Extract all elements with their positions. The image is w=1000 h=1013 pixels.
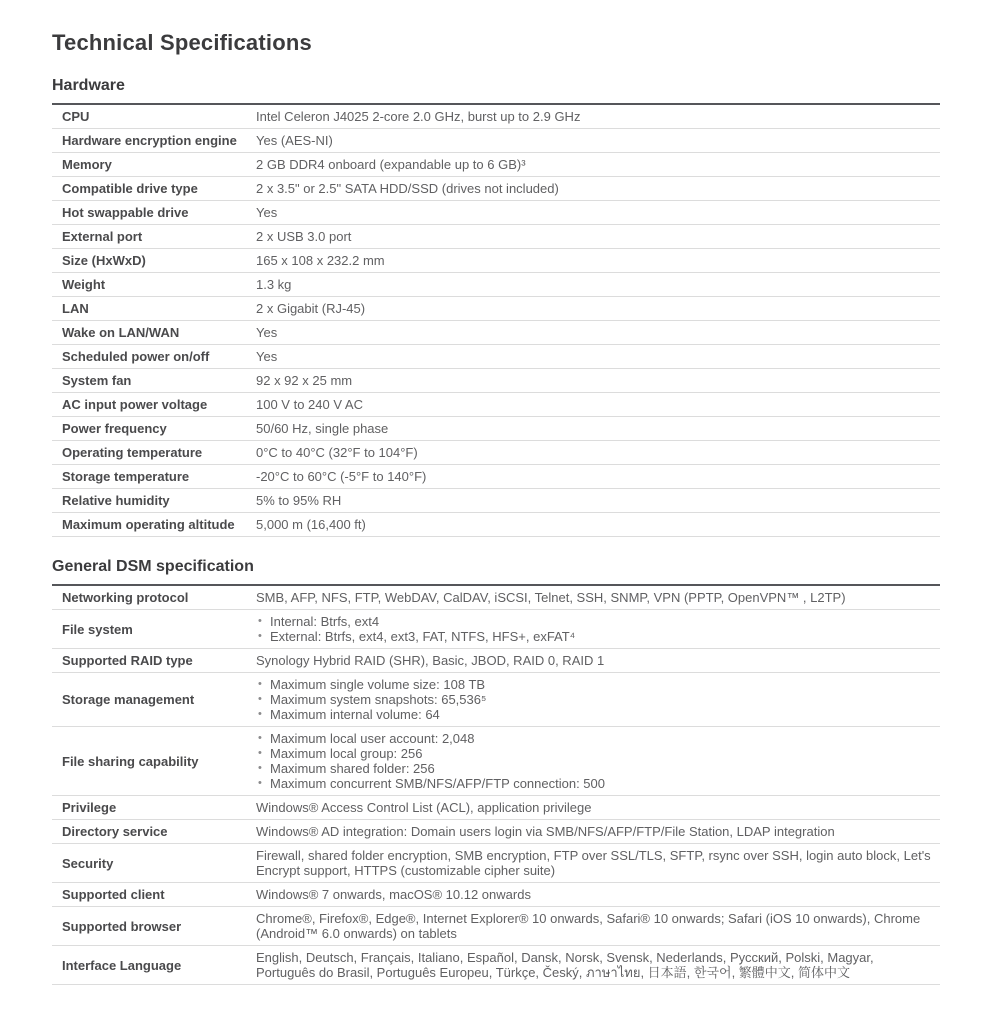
- bullet-item: • Maximum single volume size: 108 TB: [256, 677, 934, 692]
- spec-row-supported-browser: [52, 907, 940, 946]
- spec-label: Scheduled power on/off: [62, 349, 210, 364]
- spec-row-external-port: [52, 225, 940, 249]
- bullet-item: • External: Btrfs, ext4, ext3, FAT, NTFS, HFS+, exFAT⁴: [256, 629, 934, 644]
- spec-row-size: [52, 249, 940, 273]
- spec-value: English, Deutsch, Français, Italiano, Español, Dansk, Norsk, Svensk, Nederlands, Русский, Polski, Magyar, Português do Brasil, Português Europeu, Türkçe, Český, ภาษาไทย, 日本語, 한국어, 繁體中文, 简体中文: [256, 950, 874, 980]
- spec-value: Yes: [256, 325, 278, 340]
- spec-label: Maximum operating altitude: [62, 517, 235, 532]
- spec-label: Memory: [62, 157, 112, 172]
- spec-label: Security: [62, 855, 114, 871]
- spec-row-max-operating-altitude: [52, 513, 940, 537]
- spec-value: 0°C to 40°C (32°F to 104°F): [256, 445, 418, 460]
- spec-value: Yes: [256, 205, 278, 220]
- spec-row-security: [52, 844, 940, 883]
- spec-label: Weight: [62, 277, 106, 292]
- hardware-spec-table: [52, 103, 940, 537]
- bullet-list: [256, 677, 934, 722]
- spec-label: CPU: [62, 109, 90, 124]
- spec-value: 2 x Gigabit (RJ-45): [256, 301, 366, 316]
- spec-label: Storage temperature: [62, 469, 190, 484]
- bullet-item: • Maximum concurrent SMB/NFS/AFP/FTP connection: 500: [256, 776, 934, 791]
- spec-row-operating-temperature: [52, 441, 940, 465]
- spec-row-memory: [52, 153, 940, 177]
- spec-row-supported-raid-type: [52, 649, 940, 673]
- spec-row-hot-swappable-drive: [52, 201, 940, 225]
- spec-value: 92 x 92 x 25 mm: [256, 373, 353, 388]
- bullet-list: [256, 614, 934, 644]
- section-heading-hardware: Hardware: [52, 77, 125, 94]
- spec-value: Yes (AES-NI): [256, 133, 333, 148]
- bullet-list: [256, 731, 934, 791]
- spec-row-compatible-drive-type: [52, 177, 940, 201]
- spec-value: 2 x 3.5" or 2.5" SATA HDD/SSD (drives not included): [256, 181, 559, 196]
- spec-label: External port: [62, 229, 143, 244]
- spec-value: Windows® AD integration: Domain users login via SMB/NFS/AFP/FTP/File Station, LDAP integration: [256, 824, 835, 839]
- section-heading-general-dsm: General DSM specification: [52, 558, 254, 575]
- spec-label: Operating temperature: [62, 445, 203, 460]
- spec-value: Windows® 7 onwards, macOS® 10.12 onwards: [256, 887, 531, 902]
- spec-row-storage-temperature: [52, 465, 940, 489]
- spec-value: [256, 731, 940, 791]
- spec-value: Synology Hybrid RAID (SHR), Basic, JBOD, RAID 0, RAID 1: [256, 653, 605, 668]
- spec-row-directory-service: [52, 820, 940, 844]
- spec-value: 1.3 kg: [256, 277, 292, 292]
- page-title: Technical Specifications: [52, 30, 312, 55]
- spec-value: -20°C to 60°C (-5°F to 140°F): [256, 469, 427, 484]
- spec-row-storage-management: [52, 673, 940, 727]
- spec-label: Supported RAID type: [62, 653, 193, 668]
- spec-value: 165 x 108 x 232.2 mm: [256, 253, 385, 268]
- spec-value: 5,000 m (16,400 ft): [256, 517, 366, 532]
- spec-label: AC input power voltage: [62, 397, 208, 412]
- general-dsm-spec-table: [52, 584, 940, 985]
- spec-row-interface-language: [52, 946, 940, 985]
- bullet-item: • Maximum internal volume: 64: [256, 707, 934, 722]
- spec-row-system-fan: [52, 369, 940, 393]
- spec-label: Power frequency: [62, 421, 167, 436]
- spec-label: LAN: [62, 301, 89, 316]
- spec-label: File system: [62, 621, 133, 637]
- spec-label: Relative humidity: [62, 493, 170, 508]
- spec-row-privilege: [52, 796, 940, 820]
- bullet-item: • Maximum local group: 256: [256, 746, 934, 761]
- spec-value: Firewall, shared folder encryption, SMB encryption, FTP over SSL/TLS, SFTP, rsync over SSH, login auto block, Let's Encrypt support, HTTPS (customizable cipher suite): [256, 848, 931, 878]
- spec-row-file-system: [52, 610, 940, 649]
- spec-row-relative-humidity: [52, 489, 940, 513]
- spec-value: 2 GB DDR4 onboard (expandable up to 6 GB)³: [256, 157, 526, 172]
- bullet-item: • Maximum shared folder: 256: [256, 761, 934, 776]
- spec-row-cpu: [52, 105, 940, 129]
- spec-row-file-sharing-capability: [52, 727, 940, 796]
- spec-label: System fan: [62, 373, 132, 388]
- spec-row-wake-on-lan: [52, 321, 940, 345]
- bullet-item: • Internal: Btrfs, ext4: [256, 614, 934, 629]
- bullet-item: • Maximum local user account: 2,048: [256, 731, 934, 746]
- bullet-item: • Maximum system snapshots: 65,536⁵: [256, 692, 934, 707]
- spec-label: Hot swappable drive: [62, 205, 189, 220]
- spec-row-ac-input-voltage: [52, 393, 940, 417]
- spec-label: Directory service: [62, 824, 168, 839]
- spec-value: [256, 614, 940, 644]
- spec-value: 50/60 Hz, single phase: [256, 421, 389, 436]
- spec-row-hardware-encryption: [52, 129, 940, 153]
- spec-label: Networking protocol: [62, 590, 189, 605]
- spec-value: Chrome®, Firefox®, Edge®, Internet Explorer® 10 onwards, Safari® 10 onwards; Safari (iOS 10 onwards), Chrome (Android™ 6.0 onwards) on tablets: [256, 911, 921, 941]
- spec-label: Privilege: [62, 800, 117, 815]
- spec-label: Supported client: [62, 887, 165, 902]
- spec-label: File sharing capability: [62, 753, 199, 769]
- spec-label: Interface Language: [62, 957, 182, 973]
- spec-label: Compatible drive type: [62, 181, 198, 196]
- spec-value: [256, 677, 940, 722]
- spec-value: 5% to 95% RH: [256, 493, 342, 508]
- spec-value: Intel Celeron J4025 2-core 2.0 GHz, burst up to 2.9 GHz: [256, 109, 581, 124]
- spec-row-lan: [52, 297, 940, 321]
- spec-value: 2 x USB 3.0 port: [256, 229, 352, 244]
- spec-label: Hardware encryption engine: [62, 133, 237, 148]
- spec-row-supported-client: [52, 883, 940, 907]
- spec-row-power-frequency: [52, 417, 940, 441]
- spec-row-scheduled-power: [52, 345, 940, 369]
- spec-value: 100 V to 240 V AC: [256, 397, 363, 412]
- spec-label: Supported browser: [62, 918, 182, 934]
- spec-value: Windows® Access Control List (ACL), application privilege: [256, 800, 592, 815]
- spec-row-weight: [52, 273, 940, 297]
- spec-value: SMB, AFP, NFS, FTP, WebDAV, CalDAV, iSCSI, Telnet, SSH, SNMP, VPN (PPTP, OpenVPN™ , L2TP): [256, 590, 846, 605]
- spec-value: Yes: [256, 349, 278, 364]
- spec-row-networking-protocol: [52, 586, 940, 610]
- spec-label: Wake on LAN/WAN: [62, 325, 180, 340]
- spec-label: Size (HxWxD): [62, 253, 146, 268]
- spec-label: Storage management: [62, 692, 195, 707]
